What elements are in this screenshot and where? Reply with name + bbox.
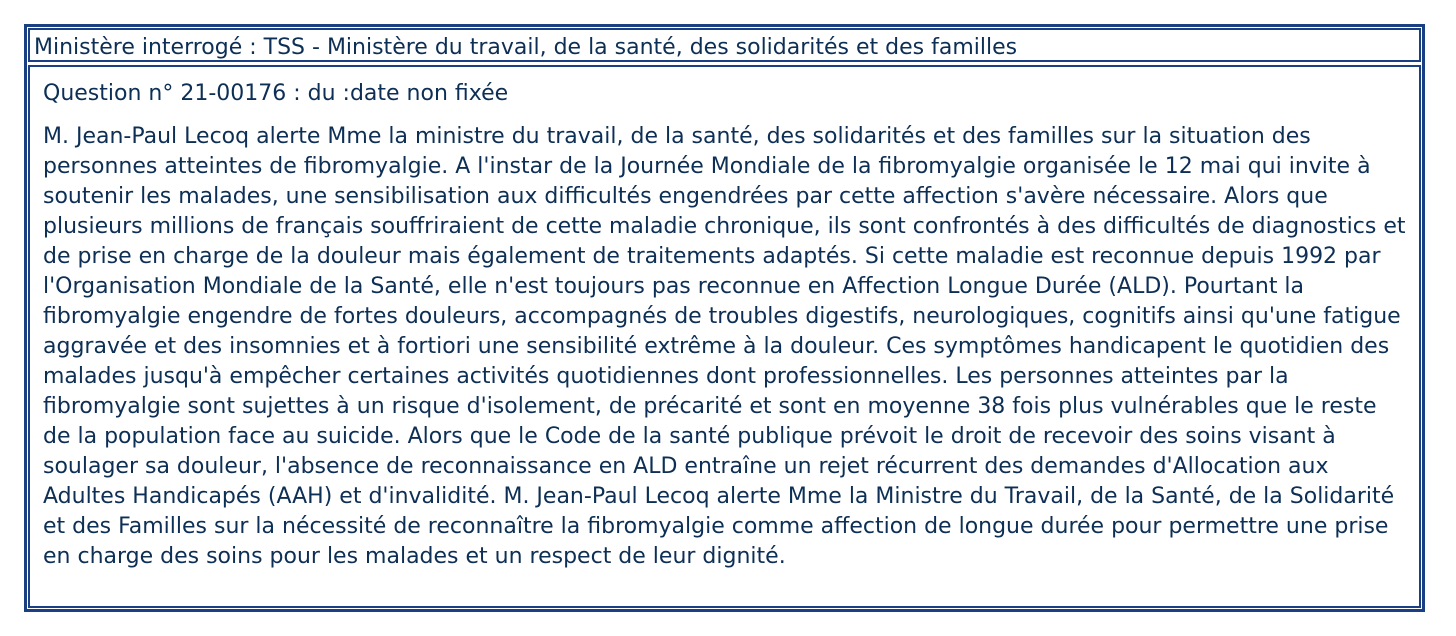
ministry-label: Ministère interrogé : TSS - Ministère du travail, de la santé, des solidarités et des familles xyxy=(34,35,1018,60)
question-body: M. Jean-Paul Lecoq alerte Mme la ministre du travail, de la santé, des solidarités et des familles sur la situation des personnes atteintes de fibromyalgie. A l'instar de la Journée Mondiale de la fibromyalgie organisée le 12 mai qui invite à soutenir les malades, une sensibilisation aux difficultés engendrées par cette affection s'avère nécessaire. Alors que plusieurs millions de français souffriraient de cette maladie chronique, ils sont confrontés à des difficultés de diagnostics et de prise en charge de la douleur mais également de traitements adaptés. Si cette maladie est reconnue depuis 1992 par l'Organisation Mondiale de la Santé, elle n'est toujours pas reconnue en Affection Longue Durée (ALD). Pourtant la fibromyalgie engendre de fortes douleurs, accompagnés de troubles digestifs, neurologiques, cognitifs ainsi qu'une fatigue aggravée et des insomnies et à fortiori une sensibilité extrême à la douleur. Ces symptômes handicapent le quotidien des malades jusqu'à empêcher certaines activités quotidiennes dont professionnelles. Les personnes atteintes par la fibromyalgie sont sujettes à un risque d'isolement, de précarité et sont en moyenne 38 fois plus vulnérables que le reste de la population face au suicide. Alors que le Code de la santé publique prévoit le droit de recevoir des soins visant à soulager sa douleur, l'absence de reconnaissance en ALD entraîne un rejet récurrent des demandes d'Allocation aux Adultes Handicapés (AAH) et d'invalidité. M. Jean-Paul Lecoq alerte Mme la Ministre du Travail, de la Santé, de la Solidarité et des Familles sur la nécessité de reconnaître la fibromyalgie comme affection de longue durée pour permettre une prise en charge des soins pour les malades et un respect de leur dignité. xyxy=(43,124,1406,569)
ministry-bar xyxy=(28,28,1421,62)
question-header: Question n° 21-00176 : du :date non fixée xyxy=(43,81,509,106)
question-frame xyxy=(24,24,1425,612)
question-box xyxy=(28,65,1421,608)
